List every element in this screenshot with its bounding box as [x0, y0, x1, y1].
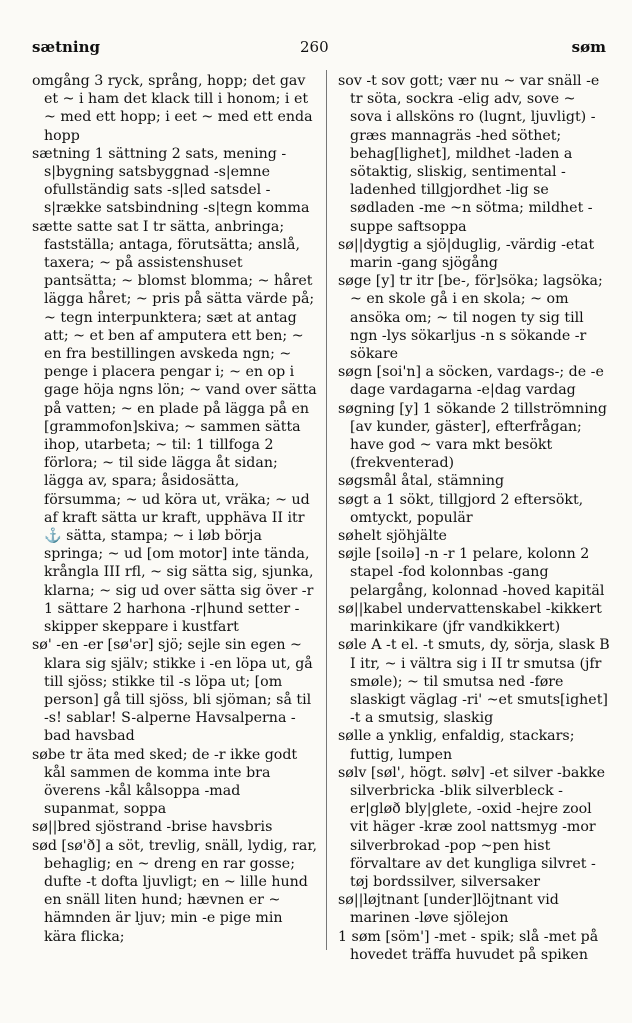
entry: sølv [søl', högt. sølv] -et silver -bakke silverbricka -blik silverbleck -er|gløð bly|glete, -oxid -hejre zool vit häger -kræ zool nattsmyg -mor silverbrokad -pop ~pen hist förvaltare av det kungliga silvret -tøj bordssilver, silversaker — [338, 764, 605, 890]
entry: sø' -en -er [sø'ər] sjö; sejle sin egen ~ klara sig själv; stikke i -en löpa ut, gå till sjöss; stikke til -s löpa ut; [om person] gå till sjöss, bli sjöman; så til -s! sablar! S-alperne Havsalperna -bad havsbad — [32, 637, 313, 745]
right-guide-word: søm — [571, 38, 606, 56]
entry: sø||bred sjöstrand -brise havsbris — [32, 819, 273, 836]
column-divider — [326, 70, 327, 950]
entry: sætning 1 sättning 2 sats, mening -s|bygning satsbyggnad -s|emne ofullständig sats -s|led satsdel -s|række satsbindning -s|tegn komma — [32, 145, 310, 217]
entry: søjle [soilə] -n -r 1 pelare, kolonn 2 stapel -fod kolonnbas -gang pelargång, kolonnad -hoved kapitäl — [338, 546, 605, 599]
right-column — [338, 72, 610, 963]
entry: søle A -t el. -t smuts, dy, sörja, slask B I itr, ~ i vältra sig i II tr smutsa (jfr smøle); ~ til smutsa ned -føre slaskigt väglag -ri' ~et smuts[ighet] -t a smutsig, slaskig — [338, 637, 610, 727]
entry: omgång 3 ryck, språng, hopp; det gav et ~ i ham det klack till i honom; i et ~ med ett hopp; i eet ~ med ett enda hopp — [32, 73, 313, 144]
left-guide-word: sætning — [32, 38, 100, 56]
entry: søhelt sjöhjälte — [338, 528, 447, 545]
entry: sø||løjtnant [under]löjtnant vid marinen -løve sjölejon — [338, 892, 559, 927]
entry: 1 søm [söm'] -met - spik; slå -met på hovedet träffa huvudet på spiken — [338, 928, 599, 963]
page-number: 260 — [300, 38, 329, 56]
entry: søgt a 1 sökt, tillgjord 2 eftersökt, omtyckt, populär — [338, 491, 584, 526]
entry: sø||kabel undervattenskabel -kikkert marinkikare (jfr vandkikkert) — [338, 600, 602, 636]
entry: søbe tr äta med sked; de -r ikke godt kål sammen de komma inte bra överens -kål kålsoppa -mad supanmat, soppa — [32, 746, 298, 818]
entry: sov -t sov gott; vær nu ~ var snäll -e tr söta, sockra -elig adv, sove ~ sova i allsköns ro (lugnt, ljuvligt) -græs mannagräs -hed söthet; behag[lighet], mildhet -laden a sötaktig, sliskig, sentimental -ladenhed tillgjordhet -lig se sødladen -me ~n sötma; mildhet -suppe saftsoppa — [338, 73, 600, 235]
entry: søgn [soi'n] a söcken, vardags-; de -e dage vardagarna -e|dag vardag — [338, 364, 604, 399]
entry: søge [y] tr itr [be-, för]söka; lagsöka; ~ en skole gå i en skola; ~ om ansöka om; ~ til nogen ty sig till ngn -lys sökarljus -n s sökande -r sökare — [338, 273, 603, 363]
entry: søgning [y] 1 sökande 2 tillströmning [av kunder, gäster], efterfrågan; have god ~ vara mkt besökt (frekventerad) — [338, 400, 607, 472]
left-column — [32, 72, 319, 952]
entry: sætte satte sat I tr sätta, anbringa; fastställa; antaga, förutsätta; anslå, taxera; ~ på assistenshuset pantsätta; ~ blomst blomma; ~ håret lägga håret; ~ pris på sätta värde på; ~ tegn interpunktera; sæt at antag att; ~ et ben af amputera ett ben; ~ en fra bestillingen avskeda ngn; ~ penge i placera pengar i; ~ en op i gage höja ngns lön; ~ vand over sätta på vatten; ~ en plade på lägga på en [grammofon]skiva; ~ sammen sätta ihop, utarbeta; ~ til: 1 tillfoga 2 förlora; ~ til side lägga åt sidan; lägga av, spara; åsidosätta, försumma; ~ ud köra ut, vräka; ~ ud af kraft sätta ur kraft, upphäva II itr ⚓ sätta, stampa; ~ i løb börja springa; ~ ud [om motor] inte tända, krångla III rfl, ~ sig sätta sig, sjunka, klarna; ~ sig ud over sätta sig över -r 1 sättare 2 harhona -r|hund setter -skipper skeppare i kustfart — [32, 218, 317, 636]
entry: sø||dygtig a sjö|duglig, -värdig -etat marin -gang sjögång — [338, 236, 595, 272]
entry: søgsmål åtal, stämning — [338, 473, 505, 490]
entry: sølle a ynklig, enfaldig, stackars; futtig, lumpen — [338, 728, 575, 763]
entry: sød [sø'ð] a söt, trevlig, snäll, lydig, rar, behaglig; en ~ dreng en rar gosse; dufte -t dofta ljuvligt; en ~ lille hund en snäll liten hund; hævnen er ~ hämnden är ljuv; min -e pige min kära flicka; — [32, 837, 318, 945]
